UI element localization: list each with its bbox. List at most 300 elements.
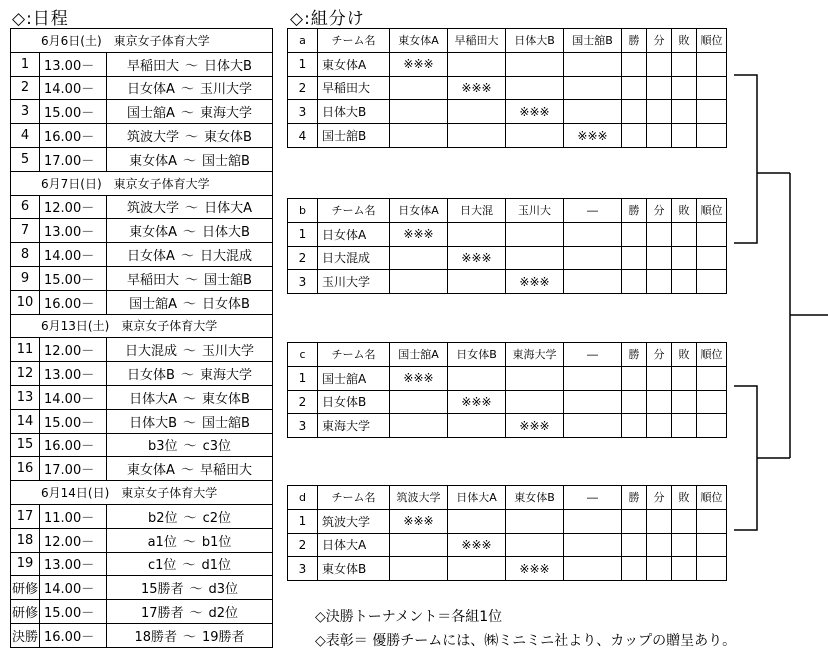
- match-row: [11, 243, 273, 267]
- match-pairing: [107, 528, 273, 552]
- match-number: 3: [11, 100, 40, 124]
- stat-cell: [647, 124, 672, 148]
- match-time: 12.00－: [40, 338, 107, 362]
- match-row: [11, 195, 273, 219]
- stat-cell: [647, 533, 672, 557]
- team-number: 1: [288, 222, 318, 246]
- match-time: 16.00－: [40, 290, 107, 314]
- match-number: 1: [11, 52, 40, 76]
- team-number: 4: [288, 124, 318, 148]
- match-pairing: [107, 52, 273, 76]
- stat-cell: [647, 366, 672, 390]
- vs-tilde: ～: [182, 629, 196, 645]
- result-cell: [390, 270, 448, 294]
- match-pairing: [107, 362, 273, 386]
- away-team: 玉川大学: [199, 82, 252, 98]
- away-team: 国士舘B: [202, 153, 250, 169]
- result-cell: [506, 509, 564, 533]
- vs-tilde: ～: [182, 344, 196, 360]
- stat-cell: [672, 414, 697, 438]
- match-number: 7: [11, 219, 40, 243]
- team-number: 3: [288, 100, 318, 124]
- self-match-mark: ※※※: [390, 366, 448, 390]
- team-name: 早稲田大: [318, 76, 390, 100]
- away-team: 国士舘B: [202, 415, 250, 431]
- team-number: 2: [288, 76, 318, 100]
- team-name-header: チーム名: [318, 29, 390, 53]
- stat-cell: [672, 533, 697, 557]
- team-name: 東海大学: [318, 414, 390, 438]
- opponent-header: ―: [564, 343, 622, 367]
- stat-header: 勝: [622, 199, 647, 223]
- stat-cell: [647, 557, 672, 581]
- group-letter: d: [288, 486, 318, 510]
- team-number: 2: [288, 533, 318, 557]
- stat-cell: [697, 76, 727, 100]
- match-pairing: [107, 290, 273, 314]
- stat-cell: [672, 124, 697, 148]
- opponent-header: 東女体B: [506, 486, 564, 510]
- bracket-ab: [734, 75, 757, 243]
- team-number: 3: [288, 270, 318, 294]
- match-time: 14.00－: [40, 576, 107, 600]
- schedule-date-row: [11, 481, 273, 505]
- result-cell: [564, 52, 622, 76]
- match-pairing: [107, 433, 273, 457]
- vs-tilde: ～: [182, 415, 196, 431]
- vs-tilde: ～: [182, 534, 196, 550]
- schedule-heading: ◇:日程: [12, 9, 69, 29]
- vs-tilde: ～: [180, 82, 194, 98]
- team-row: [288, 557, 727, 581]
- team-name: 日大混成: [318, 246, 390, 270]
- opponent-header: 東海大学: [506, 343, 564, 367]
- match-number: 8: [11, 243, 40, 267]
- vs-tilde: ～: [183, 439, 197, 455]
- match-row: [11, 576, 273, 600]
- stat-header: 順位: [697, 199, 727, 223]
- team-row: [288, 124, 727, 148]
- vs-tilde: ～: [185, 201, 199, 217]
- team-name: 日女体B: [318, 390, 390, 414]
- team-number: 3: [288, 414, 318, 438]
- match-row: [11, 147, 273, 171]
- stat-cell: [622, 76, 647, 100]
- match-time: 17.00－: [40, 457, 107, 481]
- vs-tilde: ～: [180, 106, 194, 122]
- match-row: [11, 100, 273, 124]
- match-pairing: [107, 243, 273, 267]
- vs-tilde: ～: [182, 225, 196, 241]
- result-cell: [390, 246, 448, 270]
- stat-header: 分: [647, 343, 672, 367]
- schedule-date: 6月14日(日) 東京女子体育大学: [11, 481, 273, 505]
- match-time: 15.00－: [40, 409, 107, 433]
- vs-tilde: ～: [182, 153, 196, 169]
- match-number: 16: [11, 457, 40, 481]
- stat-cell: [622, 390, 647, 414]
- result-cell: [390, 533, 448, 557]
- match-pairing: [107, 219, 273, 243]
- match-row: [11, 362, 273, 386]
- team-row: [288, 246, 727, 270]
- stat-cell: [672, 390, 697, 414]
- match-time: 14.00－: [40, 243, 107, 267]
- match-row: [11, 124, 273, 148]
- opponent-header: 筑波大学: [390, 486, 448, 510]
- team-name-header: チーム名: [318, 486, 390, 510]
- stat-cell: [672, 509, 697, 533]
- team-name-header: チーム名: [318, 199, 390, 223]
- result-cell: [564, 76, 622, 100]
- match-number: 19: [11, 552, 40, 576]
- match-time: 12.00－: [40, 528, 107, 552]
- stat-cell: [647, 390, 672, 414]
- self-match-mark: ※※※: [390, 52, 448, 76]
- match-number: 9: [11, 266, 40, 290]
- vs-tilde: ～: [189, 606, 203, 622]
- team-row: [288, 222, 727, 246]
- self-match-mark: ※※※: [506, 100, 564, 124]
- stat-cell: [672, 270, 697, 294]
- match-row: [11, 409, 273, 433]
- match-number: 14: [11, 409, 40, 433]
- stat-cell: [697, 557, 727, 581]
- stat-cell: [647, 246, 672, 270]
- note-award: ◇表彰＝ 優勝チームには、㈱ミニミニ社より、カップの贈呈あり。: [315, 633, 737, 649]
- stat-header: 分: [647, 29, 672, 53]
- opponent-header: 早稲田大: [448, 29, 506, 53]
- result-cell: [448, 270, 506, 294]
- stat-cell: [622, 366, 647, 390]
- stat-cell: [647, 222, 672, 246]
- home-team: 筑波大学: [127, 130, 180, 146]
- self-match-mark: ※※※: [448, 246, 506, 270]
- vs-tilde: ～: [182, 391, 196, 407]
- opponent-header: 日女体A: [390, 199, 448, 223]
- result-cell: [564, 557, 622, 581]
- team-number: 2: [288, 390, 318, 414]
- result-cell: [448, 366, 506, 390]
- stat-cell: [647, 414, 672, 438]
- self-match-mark: ※※※: [506, 414, 564, 438]
- schedule-date-row: [11, 171, 273, 195]
- result-cell: [506, 222, 564, 246]
- away-team: 国士舘B: [204, 272, 252, 288]
- result-cell: [506, 390, 564, 414]
- team-row: [288, 414, 727, 438]
- result-cell: [448, 509, 506, 533]
- vs-tilde: ～: [180, 249, 194, 265]
- match-number: 10: [11, 290, 40, 314]
- stat-cell: [672, 366, 697, 390]
- match-pairing: [107, 147, 273, 171]
- stat-cell: [697, 533, 727, 557]
- team-row: [288, 366, 727, 390]
- stat-cell: [672, 222, 697, 246]
- stat-cell: [672, 246, 697, 270]
- vs-tilde: ～: [189, 582, 203, 598]
- group-header-row: [288, 199, 727, 223]
- match-row: [11, 338, 273, 362]
- team-row: [288, 100, 727, 124]
- result-cell: [564, 366, 622, 390]
- match-number: 決勝: [11, 623, 40, 647]
- group-letter: b: [288, 199, 318, 223]
- group-a-table: [287, 28, 727, 148]
- result-cell: [506, 246, 564, 270]
- stat-header: 分: [647, 486, 672, 510]
- team-name-header: チーム名: [318, 343, 390, 367]
- opponent-header: ―: [564, 199, 622, 223]
- match-time: 13.00－: [40, 362, 107, 386]
- match-row: [11, 623, 273, 647]
- team-name: 日体大A: [318, 533, 390, 557]
- result-cell: [506, 366, 564, 390]
- result-cell: [448, 100, 506, 124]
- result-cell: [506, 124, 564, 148]
- match-time: 15.00－: [40, 100, 107, 124]
- result-cell: [564, 509, 622, 533]
- stat-cell: [622, 557, 647, 581]
- team-row: [288, 270, 727, 294]
- self-match-mark: ※※※: [448, 390, 506, 414]
- away-team: 東海大学: [199, 106, 252, 122]
- home-team: 東女体A: [129, 153, 177, 169]
- home-team: 東女体A: [127, 463, 175, 479]
- away-team: d2位: [208, 606, 239, 622]
- result-cell: [390, 390, 448, 414]
- self-match-mark: ※※※: [390, 222, 448, 246]
- team-name: 玉川大学: [318, 270, 390, 294]
- opponent-header: 玉川大: [506, 199, 564, 223]
- stat-header: 敗: [672, 486, 697, 510]
- group-header-row: [288, 29, 727, 53]
- match-pairing: [107, 457, 273, 481]
- stat-cell: [697, 270, 727, 294]
- vs-tilde: ～: [183, 510, 197, 526]
- result-cell: [448, 52, 506, 76]
- match-time: 16.00－: [40, 623, 107, 647]
- vs-tilde: ～: [180, 463, 194, 479]
- match-number: 11: [11, 338, 40, 362]
- match-number: 17: [11, 504, 40, 528]
- bracket-cd: [734, 386, 757, 530]
- stat-cell: [647, 270, 672, 294]
- stat-header: 敗: [672, 29, 697, 53]
- match-number: 5: [11, 147, 40, 171]
- match-time: 13.00－: [40, 552, 107, 576]
- result-cell: [506, 76, 564, 100]
- home-team: 日女体B: [127, 368, 175, 384]
- match-time: 17.00－: [40, 147, 107, 171]
- stat-header: 順位: [697, 29, 727, 53]
- result-cell: [564, 270, 622, 294]
- away-team: 玉川大学: [202, 344, 255, 360]
- stat-cell: [672, 100, 697, 124]
- stat-header: 勝: [622, 29, 647, 53]
- result-cell: [448, 222, 506, 246]
- match-row: [11, 552, 273, 576]
- team-name: 東女体B: [318, 557, 390, 581]
- team-row: [288, 390, 727, 414]
- match-time: 13.00－: [40, 219, 107, 243]
- stat-header: 分: [647, 199, 672, 223]
- home-team: 18勝者: [134, 629, 177, 645]
- match-row: [11, 528, 273, 552]
- team-name: 国士舘B: [318, 124, 390, 148]
- match-row: [11, 52, 273, 76]
- schedule-table: [10, 28, 273, 648]
- home-team: 国士舘A: [127, 106, 175, 122]
- home-team: 日体大B: [129, 415, 177, 431]
- match-number: 4: [11, 124, 40, 148]
- result-cell: [390, 557, 448, 581]
- self-match-mark: ※※※: [448, 76, 506, 100]
- match-time: 16.00－: [40, 433, 107, 457]
- stat-cell: [622, 246, 647, 270]
- team-number: 3: [288, 557, 318, 581]
- match-row: [11, 76, 273, 100]
- stat-cell: [647, 76, 672, 100]
- group-header-row: [288, 343, 727, 367]
- home-team: 国士舘A: [129, 296, 177, 312]
- stat-cell: [622, 124, 647, 148]
- vs-tilde: ～: [185, 130, 199, 146]
- stat-cell: [622, 414, 647, 438]
- team-number: 1: [288, 366, 318, 390]
- home-team: b3位: [148, 439, 178, 455]
- stat-cell: [697, 124, 727, 148]
- match-number: 12: [11, 362, 40, 386]
- result-cell: [564, 222, 622, 246]
- match-pairing: [107, 338, 273, 362]
- stat-header: 敗: [672, 343, 697, 367]
- home-team: 筑波大学: [127, 201, 180, 217]
- result-cell: [564, 246, 622, 270]
- match-row: [11, 600, 273, 624]
- opponent-header: 日体大B: [506, 29, 564, 53]
- result-cell: [564, 533, 622, 557]
- away-team: 日体大A: [204, 201, 252, 217]
- result-cell: [564, 390, 622, 414]
- result-cell: [390, 414, 448, 438]
- home-team: 早稲田大: [127, 272, 180, 288]
- match-pairing: [107, 409, 273, 433]
- home-team: 日女体A: [127, 249, 175, 265]
- self-match-mark: ※※※: [506, 557, 564, 581]
- match-row: [11, 290, 273, 314]
- group-header-row: [288, 486, 727, 510]
- schedule-date: 6月7日(日) 東京女子体育大学: [11, 171, 273, 195]
- away-team: 19勝者: [202, 629, 245, 645]
- stat-cell: [647, 100, 672, 124]
- team-row: [288, 76, 727, 100]
- team-row: [288, 509, 727, 533]
- match-number: 研修: [11, 600, 40, 624]
- home-team: 日大混成: [124, 344, 177, 360]
- team-number: 1: [288, 509, 318, 533]
- stat-cell: [697, 246, 727, 270]
- away-team: 東海大学: [199, 368, 252, 384]
- self-match-mark: ※※※: [506, 270, 564, 294]
- home-team: 早稲田大: [127, 58, 180, 74]
- away-team: d1位: [201, 558, 231, 574]
- stat-header: 順位: [697, 343, 727, 367]
- opponent-header: ―: [564, 486, 622, 510]
- groups-heading: ◇:組分け: [290, 9, 365, 29]
- match-row: [11, 219, 273, 243]
- team-name: 日体大B: [318, 100, 390, 124]
- match-number: 18: [11, 528, 40, 552]
- stat-header: 順位: [697, 486, 727, 510]
- vs-tilde: ～: [180, 368, 194, 384]
- team-row: [288, 52, 727, 76]
- stat-cell: [622, 509, 647, 533]
- opponent-header: 東女体A: [390, 29, 448, 53]
- stat-cell: [672, 557, 697, 581]
- stat-cell: [697, 509, 727, 533]
- group-b-table: [287, 198, 727, 294]
- match-time: 14.00－: [40, 76, 107, 100]
- self-match-mark: ※※※: [448, 533, 506, 557]
- match-row: [11, 266, 273, 290]
- stat-cell: [622, 222, 647, 246]
- match-row: [11, 504, 273, 528]
- match-time: 13.00－: [40, 52, 107, 76]
- result-cell: [564, 414, 622, 438]
- stat-cell: [697, 390, 727, 414]
- match-time: 16.00－: [40, 124, 107, 148]
- result-cell: [390, 124, 448, 148]
- match-pairing: [107, 100, 273, 124]
- stat-cell: [622, 270, 647, 294]
- stat-header: 敗: [672, 199, 697, 223]
- result-cell: [506, 52, 564, 76]
- vs-tilde: ～: [185, 58, 199, 74]
- team-name: 東女体A: [318, 52, 390, 76]
- away-team: 東女体B: [204, 130, 252, 146]
- match-number: 13: [11, 385, 40, 409]
- team-number: 1: [288, 52, 318, 76]
- schedule-date: 6月6日(土) 東京女子体育大学: [11, 29, 273, 53]
- match-time: 12.00－: [40, 195, 107, 219]
- stat-cell: [697, 222, 727, 246]
- team-number: 2: [288, 246, 318, 270]
- home-team: 日女体A: [127, 82, 175, 98]
- stat-cell: [697, 52, 727, 76]
- match-row: [11, 385, 273, 409]
- opponent-header: 日体大A: [448, 486, 506, 510]
- match-pairing: [107, 124, 273, 148]
- schedule-date-row: [11, 314, 273, 338]
- match-pairing: [107, 623, 273, 647]
- group-d-table: [287, 485, 727, 581]
- group-letter: c: [288, 343, 318, 367]
- match-pairing: [107, 195, 273, 219]
- match-time: 15.00－: [40, 266, 107, 290]
- bracket-final: [790, 173, 828, 458]
- away-team: 早稲田大: [199, 463, 252, 479]
- result-cell: [390, 100, 448, 124]
- away-team: b1位: [201, 534, 232, 550]
- away-team: 東女体B: [202, 391, 250, 407]
- home-team: 15勝者: [140, 582, 184, 598]
- away-team: 日体大B: [204, 58, 252, 74]
- match-number: 2: [11, 76, 40, 100]
- home-team: 17勝者: [140, 606, 184, 622]
- stat-cell: [647, 52, 672, 76]
